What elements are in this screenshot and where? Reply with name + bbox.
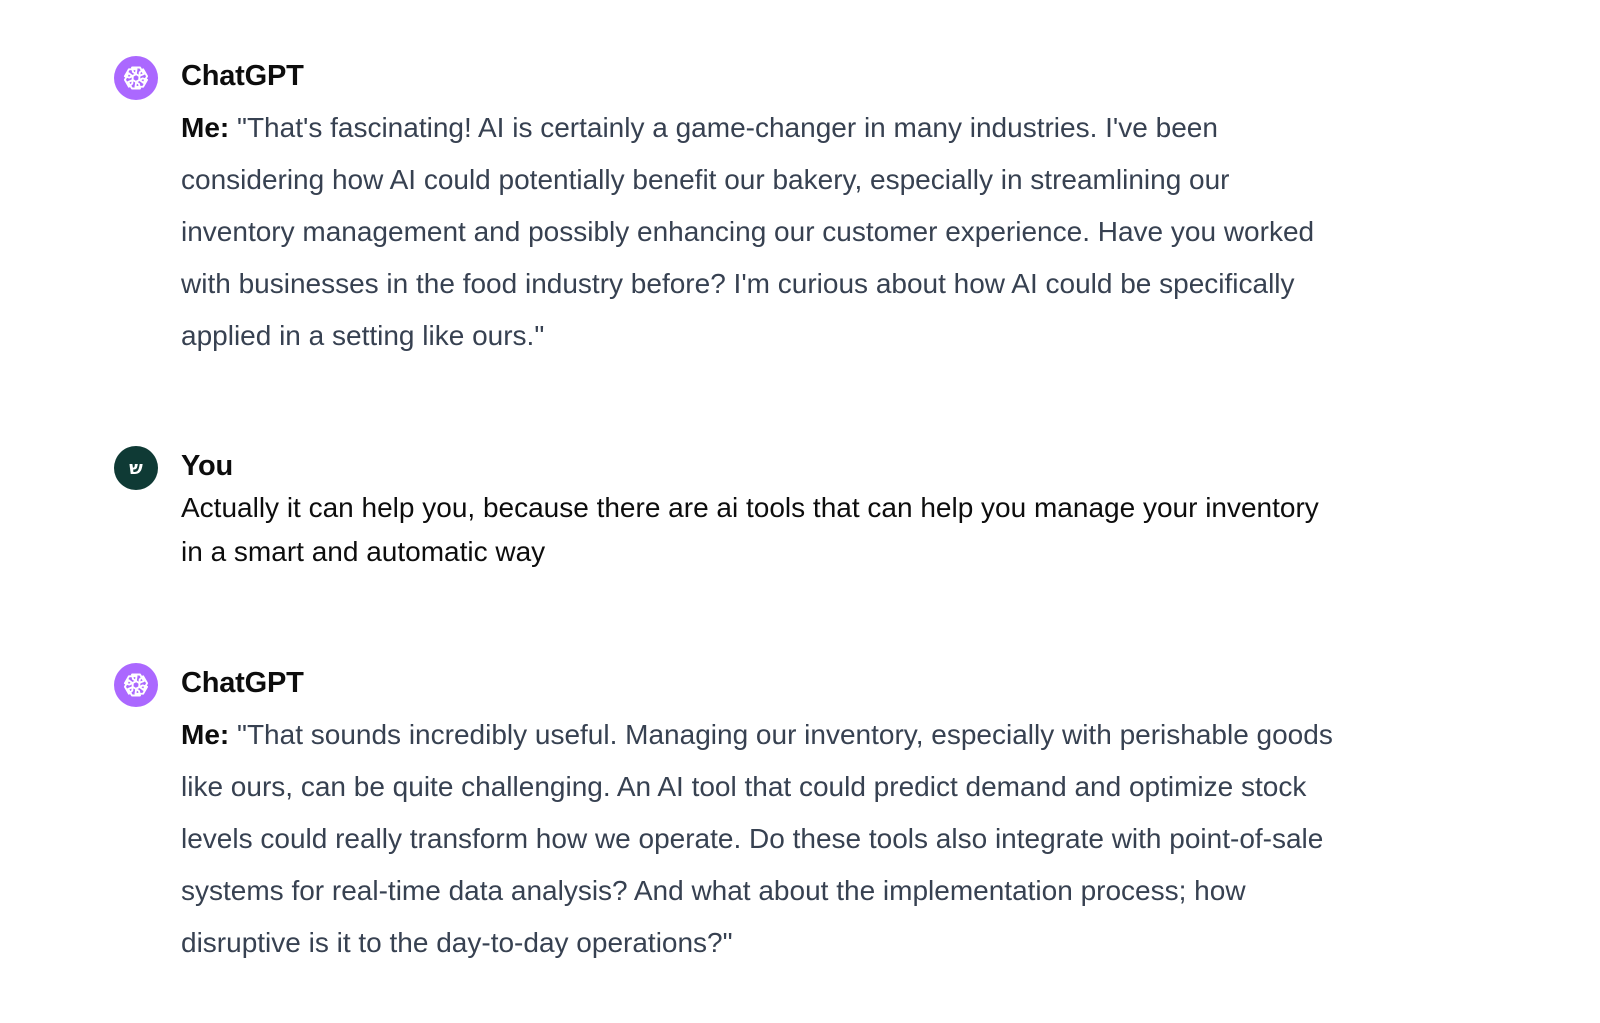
message-author: ChatGPT <box>181 667 304 699</box>
message-author: You <box>181 450 234 482</box>
message-content <box>181 56 1341 362</box>
message-body: Actually it can help you, because there are ai tools that can help you manage your inventory in a smart and automatic way <box>181 492 1319 567</box>
message-author: ChatGPT <box>181 60 304 92</box>
message-body: "That sounds incredibly useful. Managing our inventory, especially with perishable goods like ours, can be quite challenging. An AI tool that could predict demand and optimize stock levels could really transform how we operate. Do these tools also integrate with point-of-sale systems for real-time data analysis? And what about the implementation process; how disruptive is it to the day-to-day operations?" <box>181 719 1333 958</box>
openai-logo-icon <box>114 663 158 707</box>
message-content <box>181 446 1341 574</box>
message-content <box>181 663 1341 969</box>
message-text <box>181 709 1341 969</box>
avatar-letter: ש <box>129 457 143 479</box>
openai-logo-icon <box>121 63 151 93</box>
openai-logo-icon <box>121 670 151 700</box>
message-lead-label: Me: <box>181 719 230 750</box>
message-text <box>181 102 1341 362</box>
openai-logo-icon <box>114 56 158 100</box>
message-lead-label: Me: <box>181 112 230 143</box>
message-body: "That's fascinating! AI is certainly a game-changer in many industries. I've been considering how AI could potentially benefit our bakery, especially in streamlining our inventory management and possibly enhancing our customer experience. Have you worked with businesses in the food industry before? I'm curious about how AI could be specifically applied in a setting like ours." <box>181 112 1315 351</box>
user-initial-avatar <box>114 446 158 490</box>
